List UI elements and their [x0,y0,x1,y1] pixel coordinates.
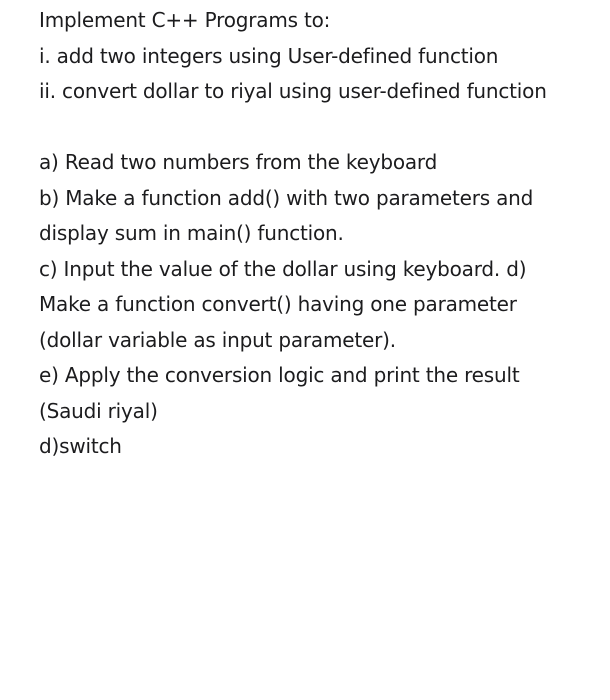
step-line: a) Read two numbers from the keyboard [39,150,438,174]
heading: Implement C++ Programs to: [39,8,331,32]
step-line: e) Apply the conversion logic and print the result [39,363,520,387]
step-line: (dollar variable as input parameter). [39,327,396,352]
document-body [39,3,599,465]
step-line: b) Make a function add() with two parameters and [39,185,534,210]
blank-line [39,110,599,146]
task-line: i. add two integers using User-defined function [39,43,499,68]
step-line: c) Input the value of the dollar using keyboard. d) [39,256,527,281]
step-line: display sum in main() function. [39,221,344,245]
step-line: (Saudi riyal) [39,398,158,423]
step-line: d)switch [39,434,122,458]
step-line: Make a function convert() having one parameter [39,292,517,316]
task-line: ii. convert dollar to riyal using user-defined function [39,79,547,103]
